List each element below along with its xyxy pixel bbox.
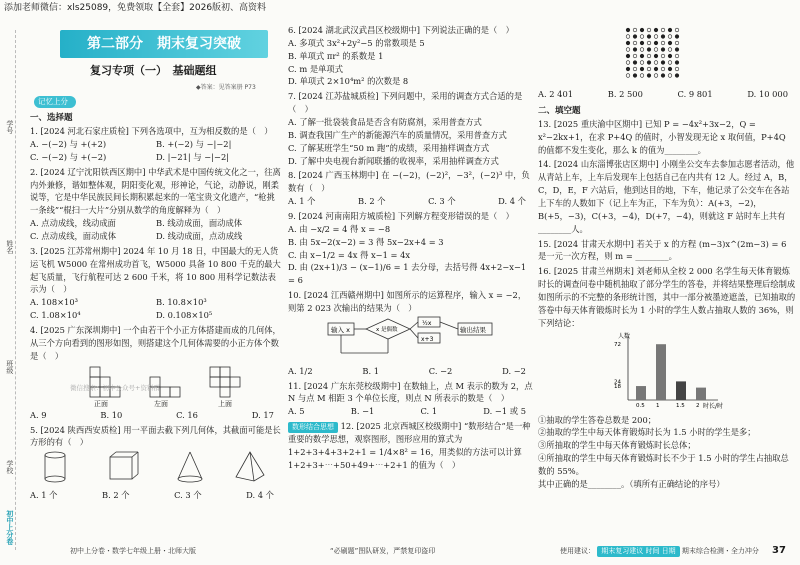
- tick-label: 1: [656, 402, 660, 409]
- grid-dot: [654, 61, 658, 65]
- question-text: 10. [2024 江西赣州期中] 如图所示的运算程序，输入 x = −2，则第 2 023 次输出的结果为（ ）: [288, 290, 527, 314]
- grid-dot: [661, 67, 665, 71]
- grid-dot: [640, 41, 644, 45]
- option: B. 10: [100, 409, 123, 420]
- statement: ④所抽取的学生中每天体育锻炼时长不少于 1.5 小时的学生占抽取总数的 55%。: [538, 453, 789, 476]
- grid-dot: [675, 61, 679, 65]
- page-title: 复习专项（一） 基础题组: [90, 64, 217, 77]
- bar-chart: [608, 330, 728, 410]
- option: D. 线动成面，点动成线: [156, 231, 243, 242]
- y-tick-label: 72: [614, 341, 621, 348]
- q12-options: [538, 88, 796, 101]
- grid-dot: [668, 28, 672, 32]
- option: C. 由 x−1/2 = 4x 得 x−1 = 4x: [288, 249, 411, 260]
- option: A. 5: [288, 406, 305, 417]
- grid-dot: [633, 28, 637, 32]
- grid-dot: [654, 74, 658, 78]
- grid-dot: [654, 28, 658, 32]
- option: A. 1 个: [288, 196, 316, 207]
- grid-dot: [626, 61, 630, 65]
- question-text: 5. [2024 陕西西安质检] 用一平面去截下列几何体，其截面可能是长方形的有（ ）: [30, 424, 281, 448]
- grid-dot: [626, 74, 630, 78]
- grid-dot: [626, 67, 630, 71]
- grid-dot: [654, 67, 658, 71]
- grid-dot: [647, 35, 651, 39]
- grid-dot: [647, 67, 651, 71]
- footer-right-text: 期末综合检测・全力冲分: [681, 547, 759, 555]
- question-6: [288, 24, 534, 88]
- grid-dot: [668, 74, 672, 78]
- grid-dot: [626, 41, 630, 45]
- option: A. 2 401: [538, 88, 574, 99]
- bar: [696, 387, 706, 399]
- option: B. 线动成面，面动成体: [156, 218, 243, 229]
- binding-label-name: 姓名: [5, 240, 14, 254]
- view-label: 左面: [154, 399, 168, 408]
- flow-input: 输入 x: [331, 325, 350, 334]
- grid-dot: [661, 28, 665, 32]
- option: B. 2 个: [357, 196, 386, 207]
- option: A. 108×10³: [30, 297, 78, 308]
- question-16: [538, 265, 796, 490]
- grid-dot: [661, 48, 665, 52]
- option: B. 10.8×10³: [156, 297, 207, 308]
- option: C. 了解某班学生“50 m 跑”的成绩，采用抽样调查方式: [288, 142, 490, 153]
- binding-label-brand: 初中上分卷: [5, 510, 15, 545]
- top-watermark-note: 添加老师微信：xls25089，免费领取【全套】2026版初、高资料: [4, 3, 267, 13]
- option: B. −1: [350, 406, 375, 417]
- flow-even-op: ½x: [422, 319, 432, 327]
- question-text: 7. [2024 江苏盐城质检] 下列问题中，采用的调查方式合适的是（ ）: [288, 91, 523, 115]
- binding-label-school: 学校: [5, 460, 14, 474]
- option: D. 0.108×10⁵: [156, 310, 213, 321]
- grid-dot: [647, 54, 651, 58]
- y-tick-label: 18: [614, 383, 621, 390]
- option: B. 单项式 πr² 的系数是 1: [288, 50, 384, 61]
- grid-dot: [675, 48, 679, 52]
- option: A. 多项式 3x²+2y²−5 的常数项是 5: [288, 37, 425, 48]
- y-axis-label: 人数: [618, 332, 631, 340]
- grid-dot: [661, 74, 665, 78]
- grid-dot: [640, 28, 644, 32]
- binding-label-class: 班级: [5, 360, 14, 374]
- option: D. −1 或 5: [483, 406, 526, 417]
- grid-dot: [654, 48, 658, 52]
- option: A. 点动成线，线动成面: [30, 218, 116, 229]
- option: A. −(−2) 与 +(+2): [30, 139, 107, 150]
- footer-left: 初中上分卷・数学七年级上册・北师大版: [70, 547, 196, 555]
- grid-dot: [661, 61, 665, 65]
- grid-dot: [668, 67, 672, 71]
- question-15: 15. [2024 甘肃天水期中] 若关于 x 的方程 (m−3)x^(2m−3) = 6 是一元一次方程，则 m = ________。: [538, 238, 787, 262]
- grid-dot: [633, 41, 637, 45]
- question-12: [288, 420, 534, 471]
- grid-dot: [661, 35, 665, 39]
- option: C. 点动成线，面动成体: [30, 231, 116, 242]
- option: A. 1/2: [288, 365, 313, 376]
- grid-dot: [640, 48, 644, 52]
- question-text: 11. [2024 广东东莞校级期中] 在数轴上，点 M 表示的数为 2，点 N 与点 M 相距 3 个单位长度，则点 N 所表示的数是（ ）: [288, 380, 533, 404]
- grid-dot: [668, 48, 672, 52]
- question-text: 9. [2024 河南南阳方城质检] 下列解方程变形错误的是（ ）: [288, 211, 514, 222]
- option: A. 9: [30, 409, 47, 420]
- grid-dot: [647, 48, 651, 52]
- question-text: 1. [2024 河北石家庄质检] 下列各选项中，互为相反数的是（ ）: [30, 126, 273, 137]
- grid-dot: [675, 74, 679, 78]
- option: C. 1.08×10⁴: [30, 310, 81, 321]
- usage-tag: 期末复习建议 时间 日期: [597, 546, 679, 557]
- section-tag: 记忆上分: [34, 96, 76, 108]
- option: C. 3 个: [428, 196, 456, 207]
- option: B. +(−2) 与 −|−2|: [156, 139, 232, 150]
- question-1: [30, 125, 282, 164]
- bar: [656, 344, 666, 400]
- grid-dot: [626, 48, 630, 52]
- grid-dot: [668, 35, 672, 39]
- grid-dot: [633, 74, 637, 78]
- grid-dot: [640, 54, 644, 58]
- question-11: [288, 380, 534, 419]
- binding-label-id: 学号: [5, 120, 14, 134]
- column-left: [30, 112, 282, 504]
- option: A. 由 −x/2 = 4 得 x = −8: [288, 223, 391, 234]
- grid-dot: [654, 35, 658, 39]
- tick-label: 2: [696, 402, 700, 409]
- x-axis-label: 时长/时: [703, 402, 724, 410]
- view-label: 上面: [218, 399, 232, 408]
- question-7: [288, 90, 534, 167]
- question-9: [288, 210, 534, 287]
- solids-figure: [30, 449, 270, 485]
- three-view-figure: [30, 363, 282, 409]
- grid-dot: [668, 54, 672, 58]
- grid-dot: [640, 35, 644, 39]
- flowchart-figure: [288, 315, 528, 361]
- question-text: 12. [2025 北京西城区校级期中] “数形结合”是一种重要的数学思想，观察图形，图形应用的算式为 1+2+3+4+3+2+1 = 1/4×8² = 16，用类似的方法可以计算 1+2+3+⋯+50+49+⋯+2+1 的值为（ ）: [288, 421, 531, 470]
- option: D. 10 000: [747, 88, 788, 99]
- option: D. |−21| 与 −|−2|: [156, 151, 230, 162]
- option: C. 9 801: [677, 88, 713, 99]
- method-tag: 数形结合思想: [288, 422, 338, 433]
- statement: ③所抽取的学生中每天体育锻炼时长总体；: [538, 440, 696, 451]
- statement: ②抽取的学生中每天体育锻炼时长为 1.5 小时的学生是多；: [538, 427, 756, 438]
- option: C. 3 个: [174, 490, 202, 501]
- option: C. −2: [428, 365, 453, 376]
- option: C. 16: [176, 409, 198, 420]
- dot-grid-figure: [538, 24, 796, 84]
- option: D. 由 (2x+1)/3 − (x−1)/6 = 1 去分母，去括号得 4x+2−x−1 = 6: [288, 262, 527, 286]
- question-10: [288, 289, 534, 377]
- grid-dot: [647, 61, 651, 65]
- grid-dot: [675, 54, 679, 58]
- binding-margin: [0, 30, 24, 550]
- question-13: 13. [2025 重庆渝中区期中] 已知 P = −4x²+3x−2，Q = x²−2kx+1，在求 P+4Q 的值时，小智发现无论 x 取何值，P+4Q 的值都不发生变化，那么 k 的值为________。: [538, 118, 786, 155]
- question-14: 14. [2024 山东淄博张店区期中] 小刚坐公交车去参加志愿者活动，他从青站上车，上车后发现车上包括自己在内共有 12 人。经过 A，B，C，D，E，F 六站后，他到达目的地，下车，他记录了公交车在各站上下车的人数如下（记上车为正，下车为负）：A(+3，−2)，B(+5，−3)，C(+3，−4)，D(+7，−4)，则就这 F 站时车上共有________人。: [538, 159, 795, 234]
- option: D. 17: [251, 409, 274, 420]
- question-text: 16. [2025 甘肃兰州期末] 刘老师从全校 2 000 名学生每天体育锻炼时长的调查问卷中随机抽取了部分学生的答卷，并将结果整理后绘制成如图所示的不完整的条形统计图，其中一部分被墨迹遮盖，已知抽取的答卷中每天体育锻炼时长为 1 小时的学生人数占抽取人数的 36%，则下列结论：: [538, 266, 796, 328]
- column-middle: [288, 24, 534, 474]
- bar: [636, 386, 646, 400]
- flow-odd-op: x+3: [421, 335, 434, 343]
- option: B. 1: [362, 365, 380, 376]
- option: B. 由 5x−2(x−2) = 3 得 5x−2x+4 = 3: [288, 236, 444, 247]
- statement: 其中正确的是________。（填所有正确结论的序号）: [538, 478, 725, 489]
- y-tick-label: 24: [614, 379, 621, 386]
- grid-dot: [626, 35, 630, 39]
- grid-dot: [640, 74, 644, 78]
- question-5: [30, 424, 282, 502]
- grid-dot: [661, 41, 665, 45]
- grid-dot: [633, 54, 637, 58]
- option: C. −(−2) 与 +(−2): [30, 151, 107, 162]
- question-2: [30, 166, 282, 243]
- grid-dot: [633, 48, 637, 52]
- flow-condition: x 是偶数: [376, 326, 398, 333]
- option: D. −2: [502, 365, 526, 376]
- page-number: 37: [772, 545, 786, 556]
- part-banner: 第二部分 期末复习突破: [60, 30, 268, 58]
- question-8: [288, 169, 534, 208]
- question-text: 8. [2024 广西玉林期中] 在 −(−2)，(−2)²，−3²，(−2)³ 中，负数有（ ）: [288, 170, 530, 194]
- view-label: 正面: [94, 399, 108, 408]
- question-3: [30, 245, 282, 322]
- statement: ①抽取的学生答卷总数是 200；: [538, 414, 657, 425]
- tick-label: 0.5: [636, 402, 645, 409]
- grid-dot: [675, 41, 679, 45]
- option: C. 1: [420, 406, 438, 417]
- grid-dot: [640, 67, 644, 71]
- grid-dot: [654, 41, 658, 45]
- section-heading-fill: 二、填空题: [538, 105, 581, 116]
- grid-dot: [675, 35, 679, 39]
- bar: [676, 381, 686, 400]
- option: A. 了解一批袋装食品是否含有防腐剂，采用普查方式: [288, 117, 482, 128]
- footer-right: [560, 546, 759, 557]
- grid-dot: [626, 54, 630, 58]
- flow-output: 输出结果: [460, 325, 486, 334]
- option: B. 2 个: [101, 490, 130, 501]
- usage-label: 使用建议：: [560, 547, 595, 555]
- question-text: 6. [2024 湖北武汉武昌区校级期中] 下列说法正确的是（ ）: [288, 25, 514, 35]
- grid-dot: [668, 61, 672, 65]
- grid-dot: [633, 61, 637, 65]
- option: C. m 是单项式: [288, 63, 344, 74]
- question-text: 2. [2024 辽宁沈阳铁西区期中] 中华武术是中国传统文化之一，往离内外兼修，谐如整体观，阴阳变化观，形神论，气论，动静说，刚柔说等，它是中华民族民间长期积累起来的一笔宝贵文化遗产，“枪挑一条线”“棍扫一大片”分别从数学的角度解释为（ ）: [30, 166, 281, 216]
- question-4: [30, 324, 282, 421]
- grid-dot: [668, 41, 672, 45]
- option: D. 4 个: [246, 490, 274, 501]
- grid-dot: [633, 67, 637, 71]
- option: D. 了解中央电视台新闻联播的收视率，采用抽样调查方式: [288, 155, 499, 166]
- grid-dot: [633, 35, 637, 39]
- grid-dot: [647, 28, 651, 32]
- option: D. 4 个: [498, 196, 526, 207]
- watermark-text: 微信搜索：初中公众号+资料群: [70, 383, 160, 392]
- grid-dot: [675, 67, 679, 71]
- option: B. 2 500: [607, 88, 643, 99]
- option: D. 单项式 2×10⁴m² 的次数是 8: [288, 76, 409, 87]
- grid-dot: [661, 54, 665, 58]
- answer-reference: ◆答案：见答案册 P73: [196, 84, 256, 91]
- question-text: 3. [2025 江苏常州期中] 2024 年 10 月 18 日，中国最大的无人货运飞机 W5000 在常州成功首飞，W5000 具备 10 800 千克的最大起飞质量，飞行航程可达 2 600 千米，将 10 800 用科学记数法表示为（ ）: [30, 245, 281, 295]
- question-text: 4. [2025 广东深圳期中] 一个由若干个小正方体搭建而成的几何体，从三个方向看到的图形如图，则搭建这个几何体需要的小正方体个数是（ ）: [30, 325, 281, 361]
- grid-dot: [675, 28, 679, 32]
- grid-dot: [654, 54, 658, 58]
- tick-label: 1.5: [676, 402, 685, 409]
- grid-dot: [647, 41, 651, 45]
- section-heading-choice: 一、选择题: [30, 113, 73, 123]
- footer-middle: “必刷题”图队研发，严禁复印盗印: [330, 547, 436, 555]
- column-right: [538, 24, 796, 493]
- grid-dot: [626, 28, 630, 32]
- option: B. 调查我国广生产的新能源汽车的质量情况，采用普查方式: [288, 129, 507, 140]
- grid-dot: [640, 61, 644, 65]
- option: A. 1 个: [30, 490, 58, 501]
- grid-dot: [647, 74, 651, 78]
